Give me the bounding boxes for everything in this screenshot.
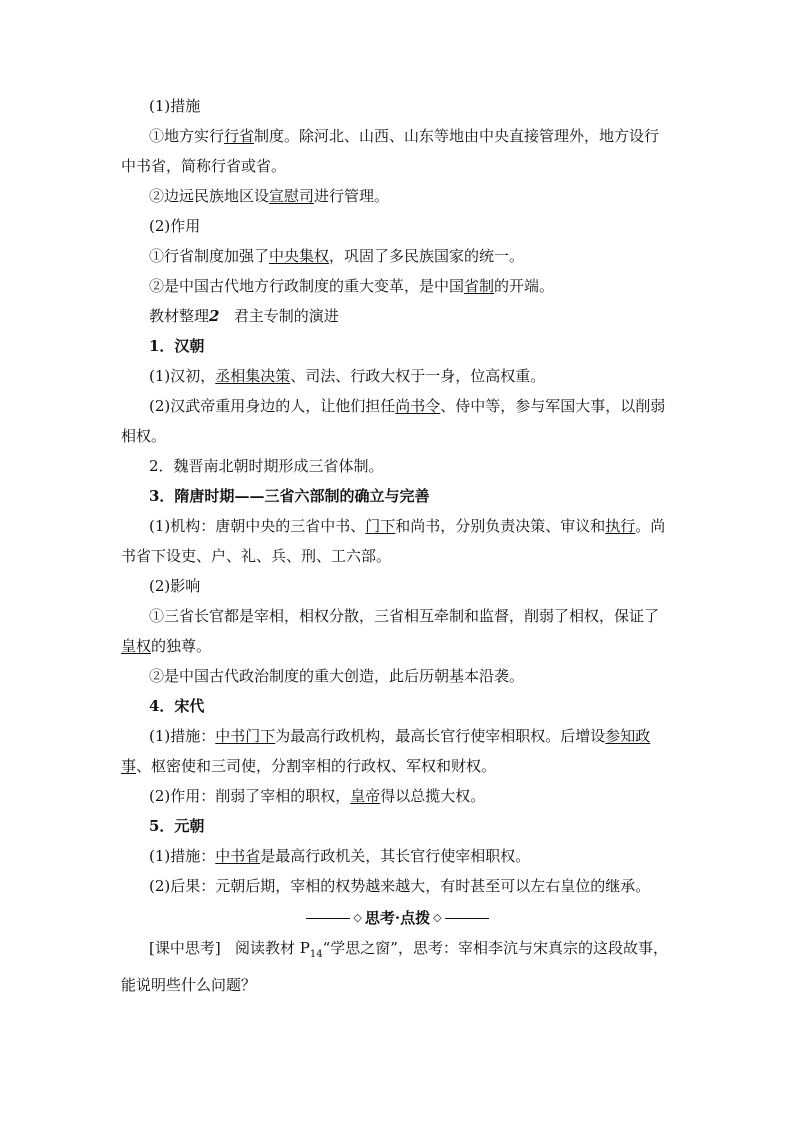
sui-heading: 3．隋唐时期——三省六部制的确立与完善 bbox=[149, 487, 430, 505]
underlined-term: 中书省 bbox=[215, 847, 261, 865]
text: 和尚书，分别负责决策、审议和 bbox=[395, 517, 606, 535]
section-title: 君主专制的演进 bbox=[233, 307, 339, 325]
underlined-term: 中书门下 bbox=[215, 727, 276, 745]
section-heading bbox=[121, 301, 674, 331]
underlined-term: 省制 bbox=[464, 277, 495, 295]
paragraph-centralization bbox=[121, 241, 674, 271]
text: 制度。除河北、山西、山东等地由中央直接管理外，地方设行中书省，简称行省或省。 bbox=[121, 127, 660, 175]
text: 、枢密使和三司使，分割宰相的行政权、军权和财权。 bbox=[136, 757, 497, 775]
text: 。尚书省下设吏、户、礼、兵、刑、工六部。 bbox=[121, 517, 666, 565]
text: 进行管理。 bbox=[314, 187, 390, 205]
diamond-icon: ◇ bbox=[353, 911, 362, 924]
page-subscript: 14 bbox=[309, 949, 323, 960]
paragraph-province-system bbox=[121, 121, 674, 181]
wei-heading: 2．魏晋南北朝时期形成三省体制。 bbox=[149, 457, 384, 475]
text: ①地方实行 bbox=[149, 127, 225, 145]
underlined-term: 丞相集 bbox=[215, 367, 261, 385]
paragraph-han-1 bbox=[121, 361, 674, 391]
measures-heading: (1)措施 bbox=[149, 97, 201, 115]
han-heading: 1．汉朝 bbox=[149, 337, 205, 355]
divider-line bbox=[306, 918, 350, 919]
text: (2)作用：削弱了宰相的职权， bbox=[149, 787, 351, 805]
underlined-term: 皇帝 bbox=[350, 787, 381, 805]
text: 、司法、行政大权于一身，位高权重。 bbox=[290, 367, 546, 385]
underlined-term: 执行 bbox=[605, 517, 636, 535]
underlined-term: 皇权 bbox=[121, 637, 152, 655]
paragraph-sui-impact-1 bbox=[121, 601, 674, 661]
paragraph-song-effect bbox=[121, 781, 674, 811]
underlined-term: 中央集权 bbox=[269, 247, 330, 265]
paragraph-think bbox=[121, 933, 674, 1000]
effect-heading: (2)作用 bbox=[149, 217, 201, 235]
text: “学思之窗”，思考：宰相李沆与宋真宗的这段故事，能说明些什么问题？ bbox=[121, 939, 668, 994]
underlined-term: 行省 bbox=[224, 127, 255, 145]
section-prefix: 教材整理 bbox=[149, 307, 210, 325]
section-divider bbox=[121, 903, 674, 933]
text: 阅读教材 P bbox=[235, 939, 310, 957]
underlined-term: 参知政事 bbox=[121, 727, 651, 775]
paragraph-xuanweisi bbox=[121, 181, 674, 211]
text: ②边远民族地区设 bbox=[149, 187, 270, 205]
text: 得以总揽大权。 bbox=[380, 787, 486, 805]
underlined-term: 门下 bbox=[365, 517, 396, 535]
text: 是最高行政机关，其长官行使宰相职权。 bbox=[260, 847, 531, 865]
text: 、侍中等，参与军国大事，以削弱相权。 bbox=[121, 397, 666, 445]
text: (1)机构：唐朝中央的三省中书、 bbox=[149, 517, 366, 535]
paragraph-yuan-measures bbox=[121, 841, 674, 871]
text: 的独尊。 bbox=[151, 637, 212, 655]
song-heading: 4．宋代 bbox=[149, 697, 205, 715]
underlined-term: 决策 bbox=[260, 367, 291, 385]
think-label: [课中思考] bbox=[149, 939, 221, 957]
diamond-icon: ◇ bbox=[433, 911, 442, 924]
text: (2)汉武帝重用身边的人，让他们担任 bbox=[149, 397, 396, 415]
underlined-term: 尚书令 bbox=[395, 397, 441, 415]
text: 的开端。 bbox=[494, 277, 555, 295]
paragraph-han-2 bbox=[121, 391, 674, 451]
paragraph-province-origin bbox=[121, 271, 674, 301]
divider-line bbox=[445, 918, 489, 919]
section-number: 2 bbox=[209, 307, 220, 325]
text: ，巩固了多民族国家的统一。 bbox=[329, 247, 525, 265]
text: (1)措施： bbox=[149, 727, 216, 745]
sui-impact-heading: (2)影响 bbox=[149, 577, 201, 595]
paragraph-song-measures bbox=[121, 721, 674, 781]
text: (1)汉初， bbox=[149, 367, 216, 385]
text: (1)措施： bbox=[149, 847, 216, 865]
text: ①三省长官都是宰相，相权分散，三省相互牵制和监督，削弱了相权，保证了 bbox=[149, 607, 660, 625]
text: ①行省制度加强了 bbox=[149, 247, 270, 265]
paragraph-sui-structure bbox=[121, 511, 674, 571]
yuan-heading: 5．元朝 bbox=[149, 817, 205, 835]
divider-title: 思考·点拨 bbox=[364, 909, 431, 927]
paragraph-sui-impact-2: ②是中国古代政治制度的重大创造，此后历朝基本沿袭。 bbox=[149, 667, 525, 685]
text: 为最高行政机构，最高长官行使宰相职权。后增设 bbox=[275, 727, 606, 745]
document-body bbox=[121, 91, 674, 1000]
text: ②是中国古代地方行政制度的重大变革，是中国 bbox=[149, 277, 465, 295]
paragraph-yuan-result: (2)后果：元朝后期，宰相的权势越来越大，有时甚至可以左右皇位的继承。 bbox=[149, 877, 651, 895]
underlined-term: 宣慰司 bbox=[269, 187, 315, 205]
